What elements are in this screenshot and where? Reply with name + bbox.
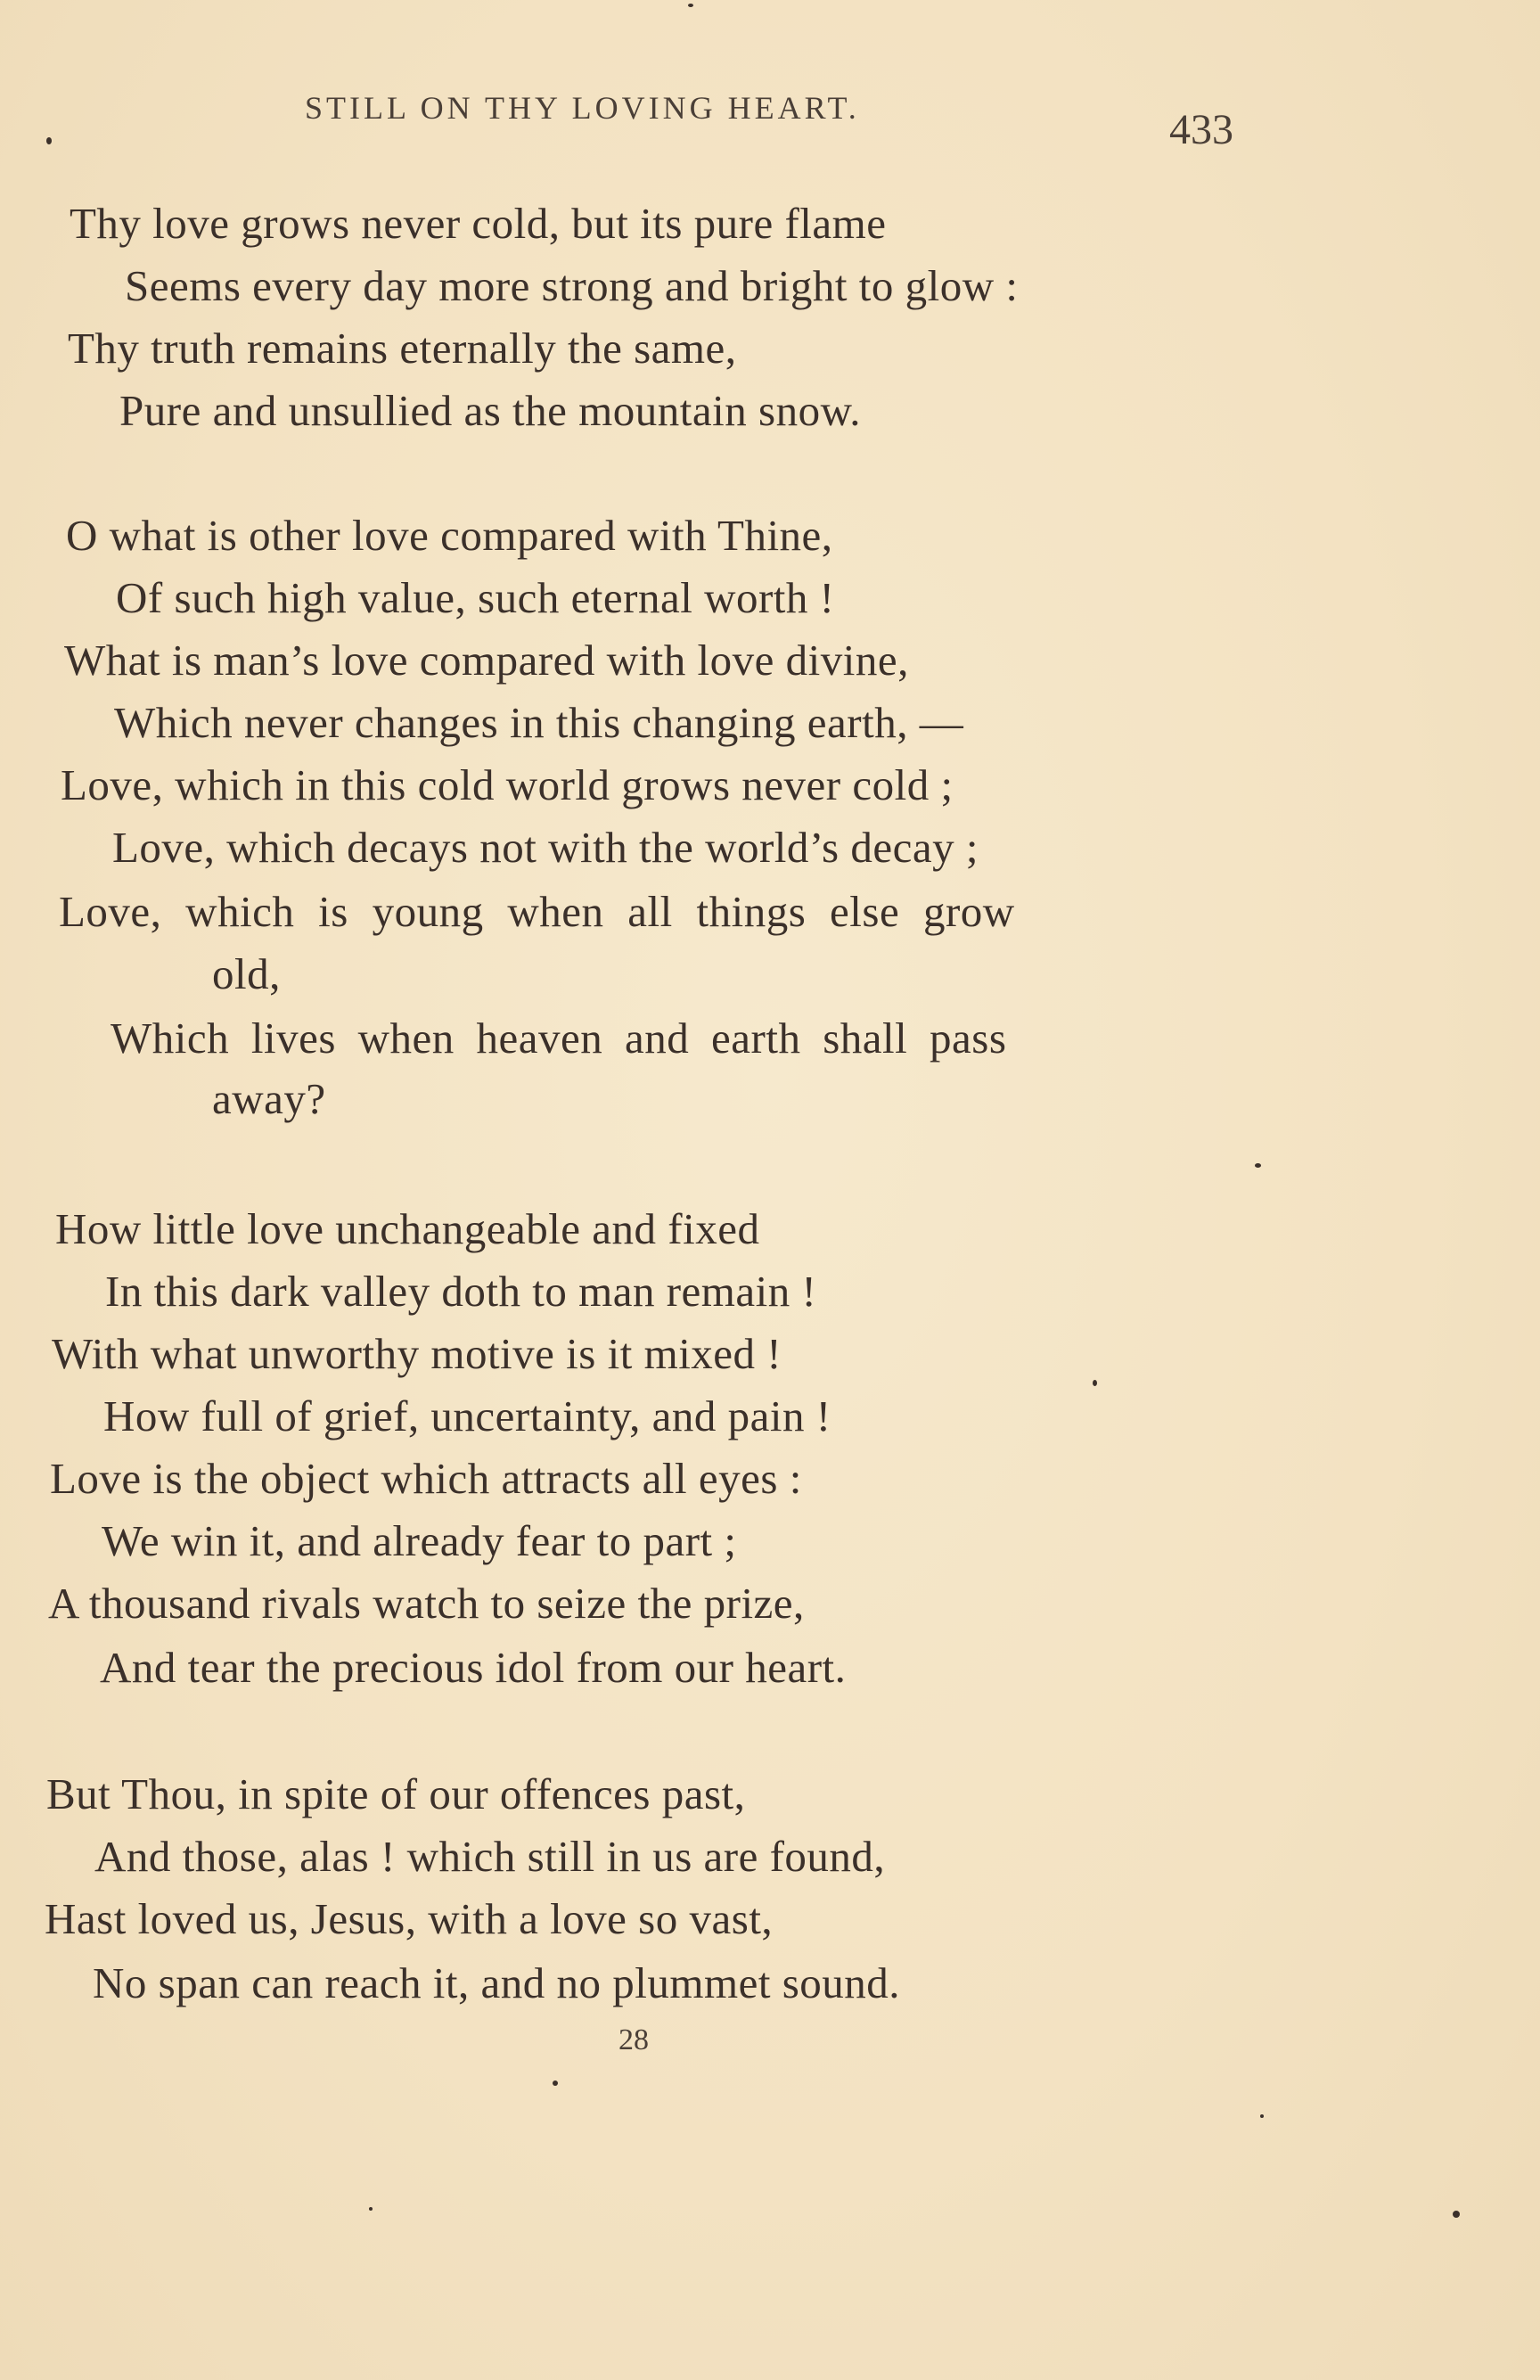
ink-speck: [1255, 1163, 1261, 1168]
poem-line: No span can reach it, and no plummet sound.: [93, 1958, 901, 2007]
ink-speck: [688, 4, 693, 7]
poem-line: Love, which is young when all things else grow: [59, 887, 1015, 936]
poem-line: Which never changes in this changing earth, —: [114, 698, 964, 747]
running-title: STILL ON THY LOVING HEART.: [305, 90, 860, 126]
poem-line: old,: [212, 949, 281, 998]
poem-line: And those, alas ! which still in us are found,: [94, 1832, 886, 1881]
signature-mark: 28: [618, 2023, 649, 2056]
ink-speck: [553, 2080, 558, 2086]
poem-line: Which lives when heaven and earth shall pass: [111, 1014, 1007, 1063]
poem-line: Love is the object which attracts all eyes :: [50, 1454, 802, 1503]
ink-speck: [46, 137, 52, 144]
poem-line: Thy love grows never cold, but its pure flame: [70, 199, 887, 248]
poem-line: But Thou, in spite of our offences past,: [46, 1769, 746, 1818]
poem-line: What is man’s love compared with love divine,: [64, 636, 909, 685]
poem-line: away?: [212, 1074, 326, 1123]
page-number: 433: [1169, 106, 1233, 153]
poem-line: We win it, and already fear to part ;: [102, 1516, 737, 1565]
poem-line: Hast loved us, Jesus, with a love so vast,: [45, 1894, 774, 1943]
poem-line: With what unworthy motive is it mixed !: [52, 1329, 782, 1378]
poem-line: A thousand rivals watch to seize the prize,: [48, 1579, 805, 1628]
poem-line: How full of grief, uncertainty, and pain !: [103, 1391, 831, 1440]
poem-line: Of such high value, such eternal worth !: [116, 573, 835, 622]
poem-line: Pure and unsullied as the mountain snow.: [119, 386, 862, 435]
poem-line: How little love unchangeable and fixed: [55, 1204, 760, 1253]
ink-speck: [1453, 2211, 1460, 2218]
ink-speck: [369, 2207, 373, 2211]
poem-line: Seems every day more strong and bright to glow :: [125, 261, 1019, 310]
poem-line: Thy truth remains eternally the same,: [68, 324, 737, 373]
poem-line: O what is other love compared with Thine,: [66, 511, 833, 560]
ink-speck: [1260, 2114, 1264, 2118]
poem-line: And tear the precious idol from our heart.: [100, 1643, 847, 1692]
poem-line: In this dark valley doth to man remain !: [105, 1267, 817, 1316]
poem-line: Love, which decays not with the world’s decay ;: [112, 823, 979, 872]
poem-line: Love, which in this cold world grows never cold ;: [61, 760, 954, 809]
ink-speck: [1093, 1380, 1097, 1386]
